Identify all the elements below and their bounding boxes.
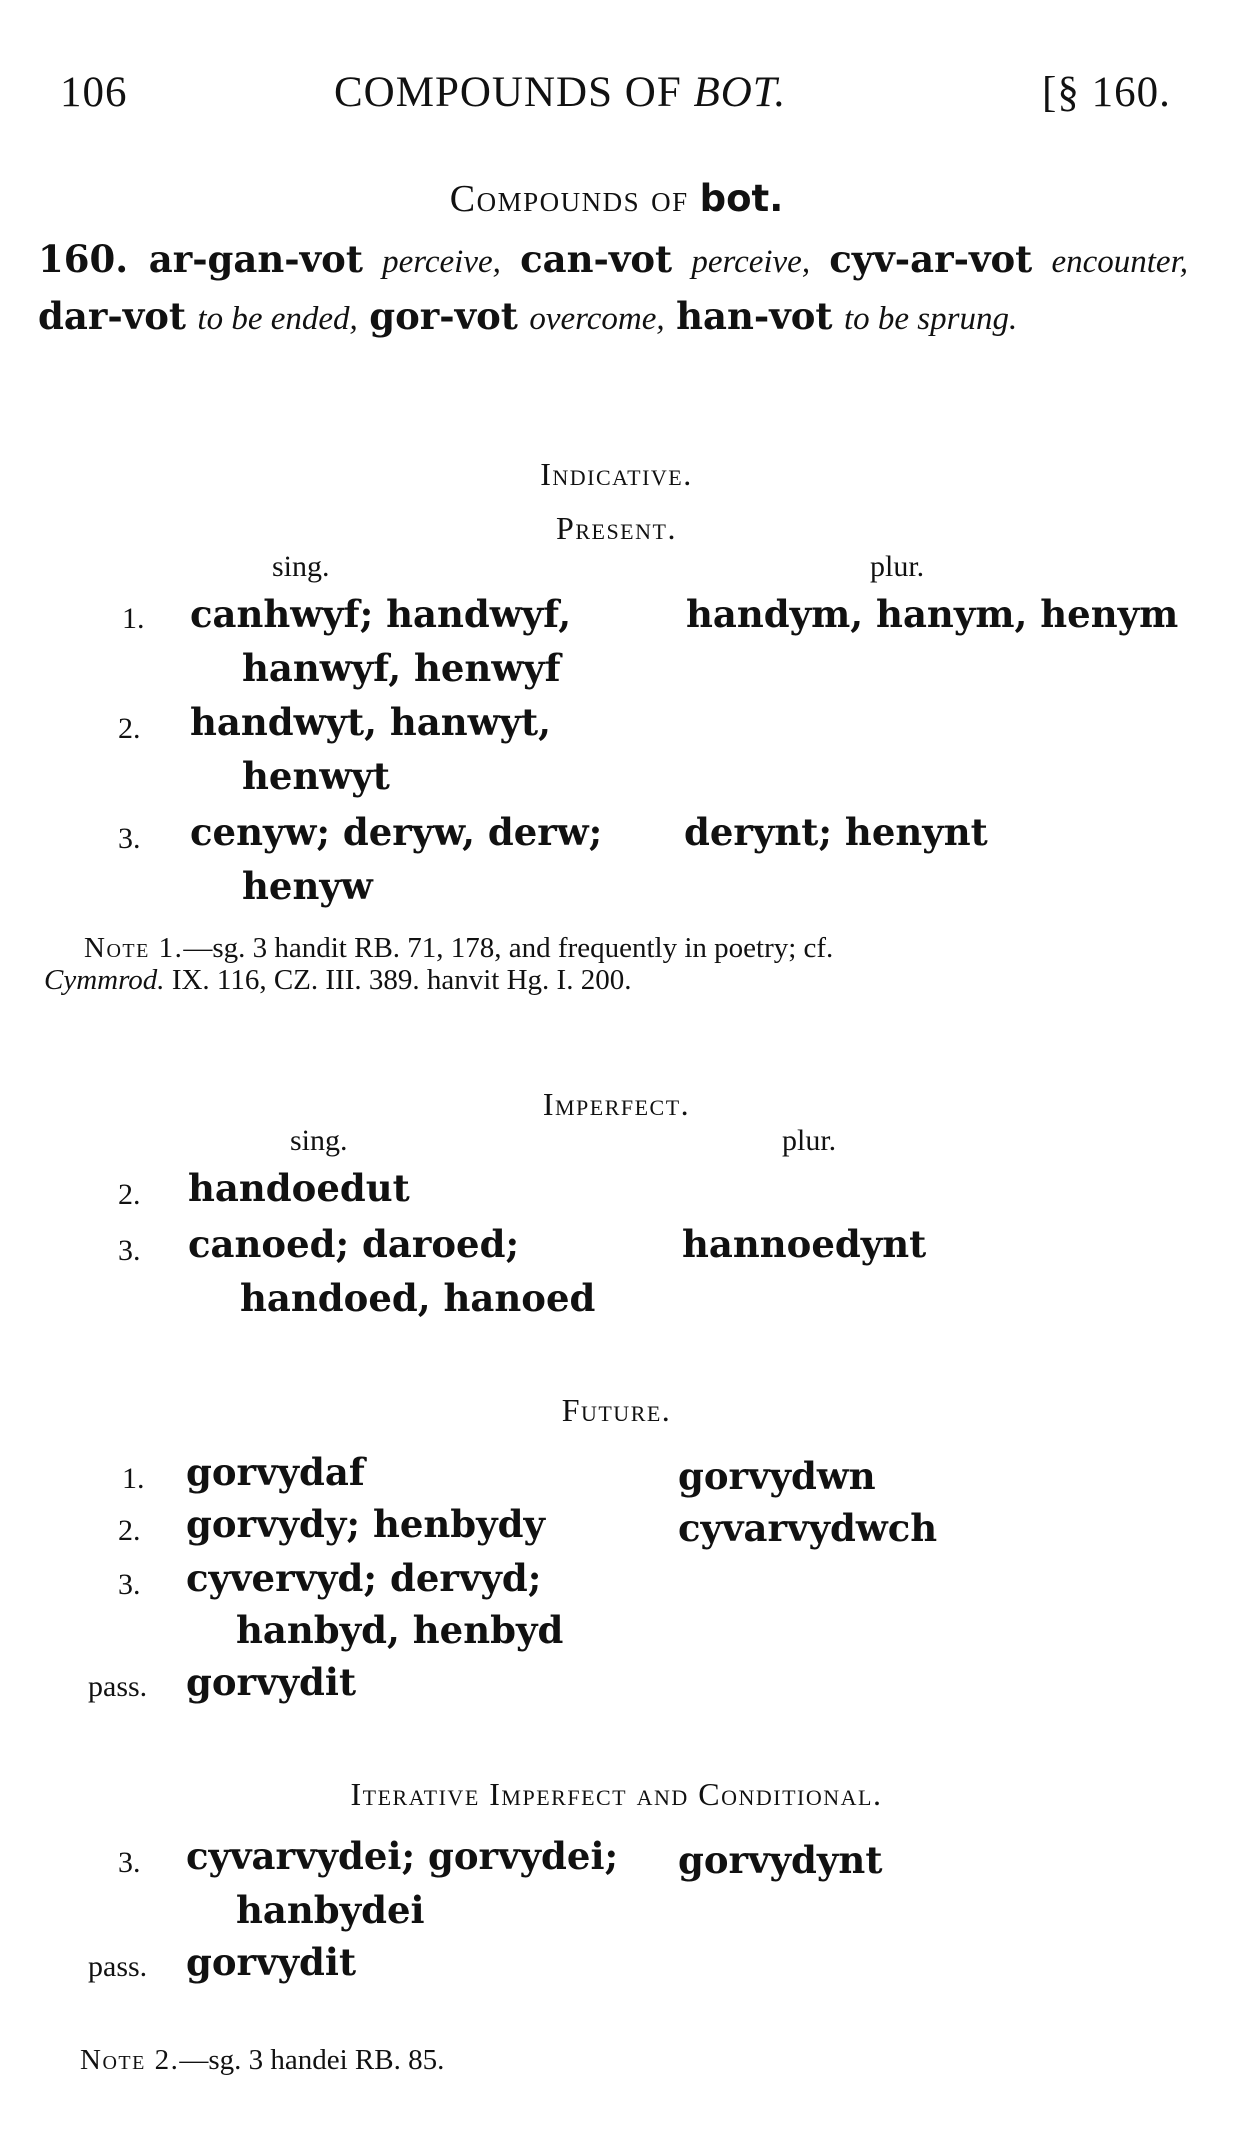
section-title-bold: bot. [699,177,784,220]
sing-form: gorvydaf [186,1450,365,1494]
note-text: —sg. 3 handei RB. 85. [179,2044,445,2076]
plur-form: handym, hanym, henym [686,592,1179,636]
person-number: 2. [118,1514,141,1547]
intro-headword: han-vot [676,294,833,338]
intro-headword: cyv-ar-vot [829,237,1033,281]
person-number: 1. [122,1462,145,1495]
plur-form: cyvarvydwch [678,1506,938,1550]
voice-label: pass. [88,1670,148,1703]
note-1-line-2 [44,964,631,997]
sing-form: gorvydit [186,1940,357,1984]
person-number: 2. [118,712,141,745]
sing-form: hanbydei [236,1888,425,1932]
intro-headword: 160. ar-gan-vot [38,237,363,281]
intro-paragraph [38,232,1188,346]
sing-label: sing. [272,550,330,583]
note-1-line-1 [84,932,833,965]
section-title [0,176,1233,221]
plur-label: plur. [782,1124,837,1157]
tense-title-iterative: Iterative Imperfect and Conditional. [350,1776,883,1812]
plur-form: hannoedynt [682,1222,927,1266]
sing-form: gorvydit [186,1660,357,1704]
sing-form: handwyt, hanwyt, [190,700,551,744]
intro-gloss: to be sprung. [843,301,1018,337]
sing-form: cyvarvydei; gorvydei; [186,1834,619,1878]
intro-headword: dar-vot [38,294,186,338]
running-title-main: COMPOUNDS OF [334,69,694,116]
section-reference: [§ 160. [1042,69,1171,116]
plur-form: gorvydwn [678,1454,876,1498]
intro-gloss: to be ended, [197,301,358,337]
tense-title-future: Future. [561,1392,672,1428]
sing-form: cenyw; deryw, derw; [190,810,603,854]
intro-gloss: perceive, [691,244,811,280]
plur-form: derynt; henynt [684,810,988,854]
intro-gloss: overcome, [529,301,665,337]
person-number: 3. [118,1568,141,1601]
sing-form: handoed, hanoed [240,1276,596,1320]
person-number: 3. [118,1846,141,1879]
intro-gloss: perceive, [382,244,501,280]
intro-gloss: encounter, [1051,244,1188,280]
note-label: Note 1. [84,932,184,964]
section-title-main: Compounds of [449,178,700,220]
plur-form: gorvydynt [678,1838,883,1882]
voice-label: pass. [88,1950,148,1983]
page-number: 106 [60,69,128,116]
tense-title-imperfect: Imperfect. [542,1086,691,1122]
sing-form: gorvydy; henbydy [186,1502,546,1546]
sing-form: hanbyd, henbyd [236,1608,564,1652]
running-title [334,68,786,117]
sing-form: henyw [242,864,373,908]
sing-form: hanwyf, henwyf [242,646,561,690]
running-title-italic: BOT. [693,69,787,116]
sing-form: canoed; daroed; [188,1222,520,1266]
note-2 [80,2044,444,2077]
note-text: —sg. 3 handit RB. 71, 178, and frequently in poetry; cf. [183,932,834,964]
sing-label: sing. [290,1124,348,1157]
intro-headword: gor-vot [369,294,518,338]
note-text: IX. 116, CZ. III. 389. hanvit Hg. I. 200. [164,964,632,996]
person-number: 3. [118,822,141,855]
sing-form: henwyt [242,754,390,798]
sing-form: handoedut [188,1166,410,1210]
person-number: 1. [122,602,145,635]
person-number: 3. [118,1234,141,1267]
sing-form: cyvervyd; dervyd; [186,1556,542,1600]
mood-title-indicative: Indicative. [540,456,693,492]
note-label: Note 2. [80,2044,180,2076]
plur-label: plur. [870,550,925,583]
sing-form: canhwyf; handwyf, [190,592,572,636]
note-citation-italic: Cymmrod. [44,964,165,996]
person-number: 2. [118,1178,141,1211]
tense-title-present: Present. [556,510,677,546]
intro-headword: can-vot [520,237,673,281]
